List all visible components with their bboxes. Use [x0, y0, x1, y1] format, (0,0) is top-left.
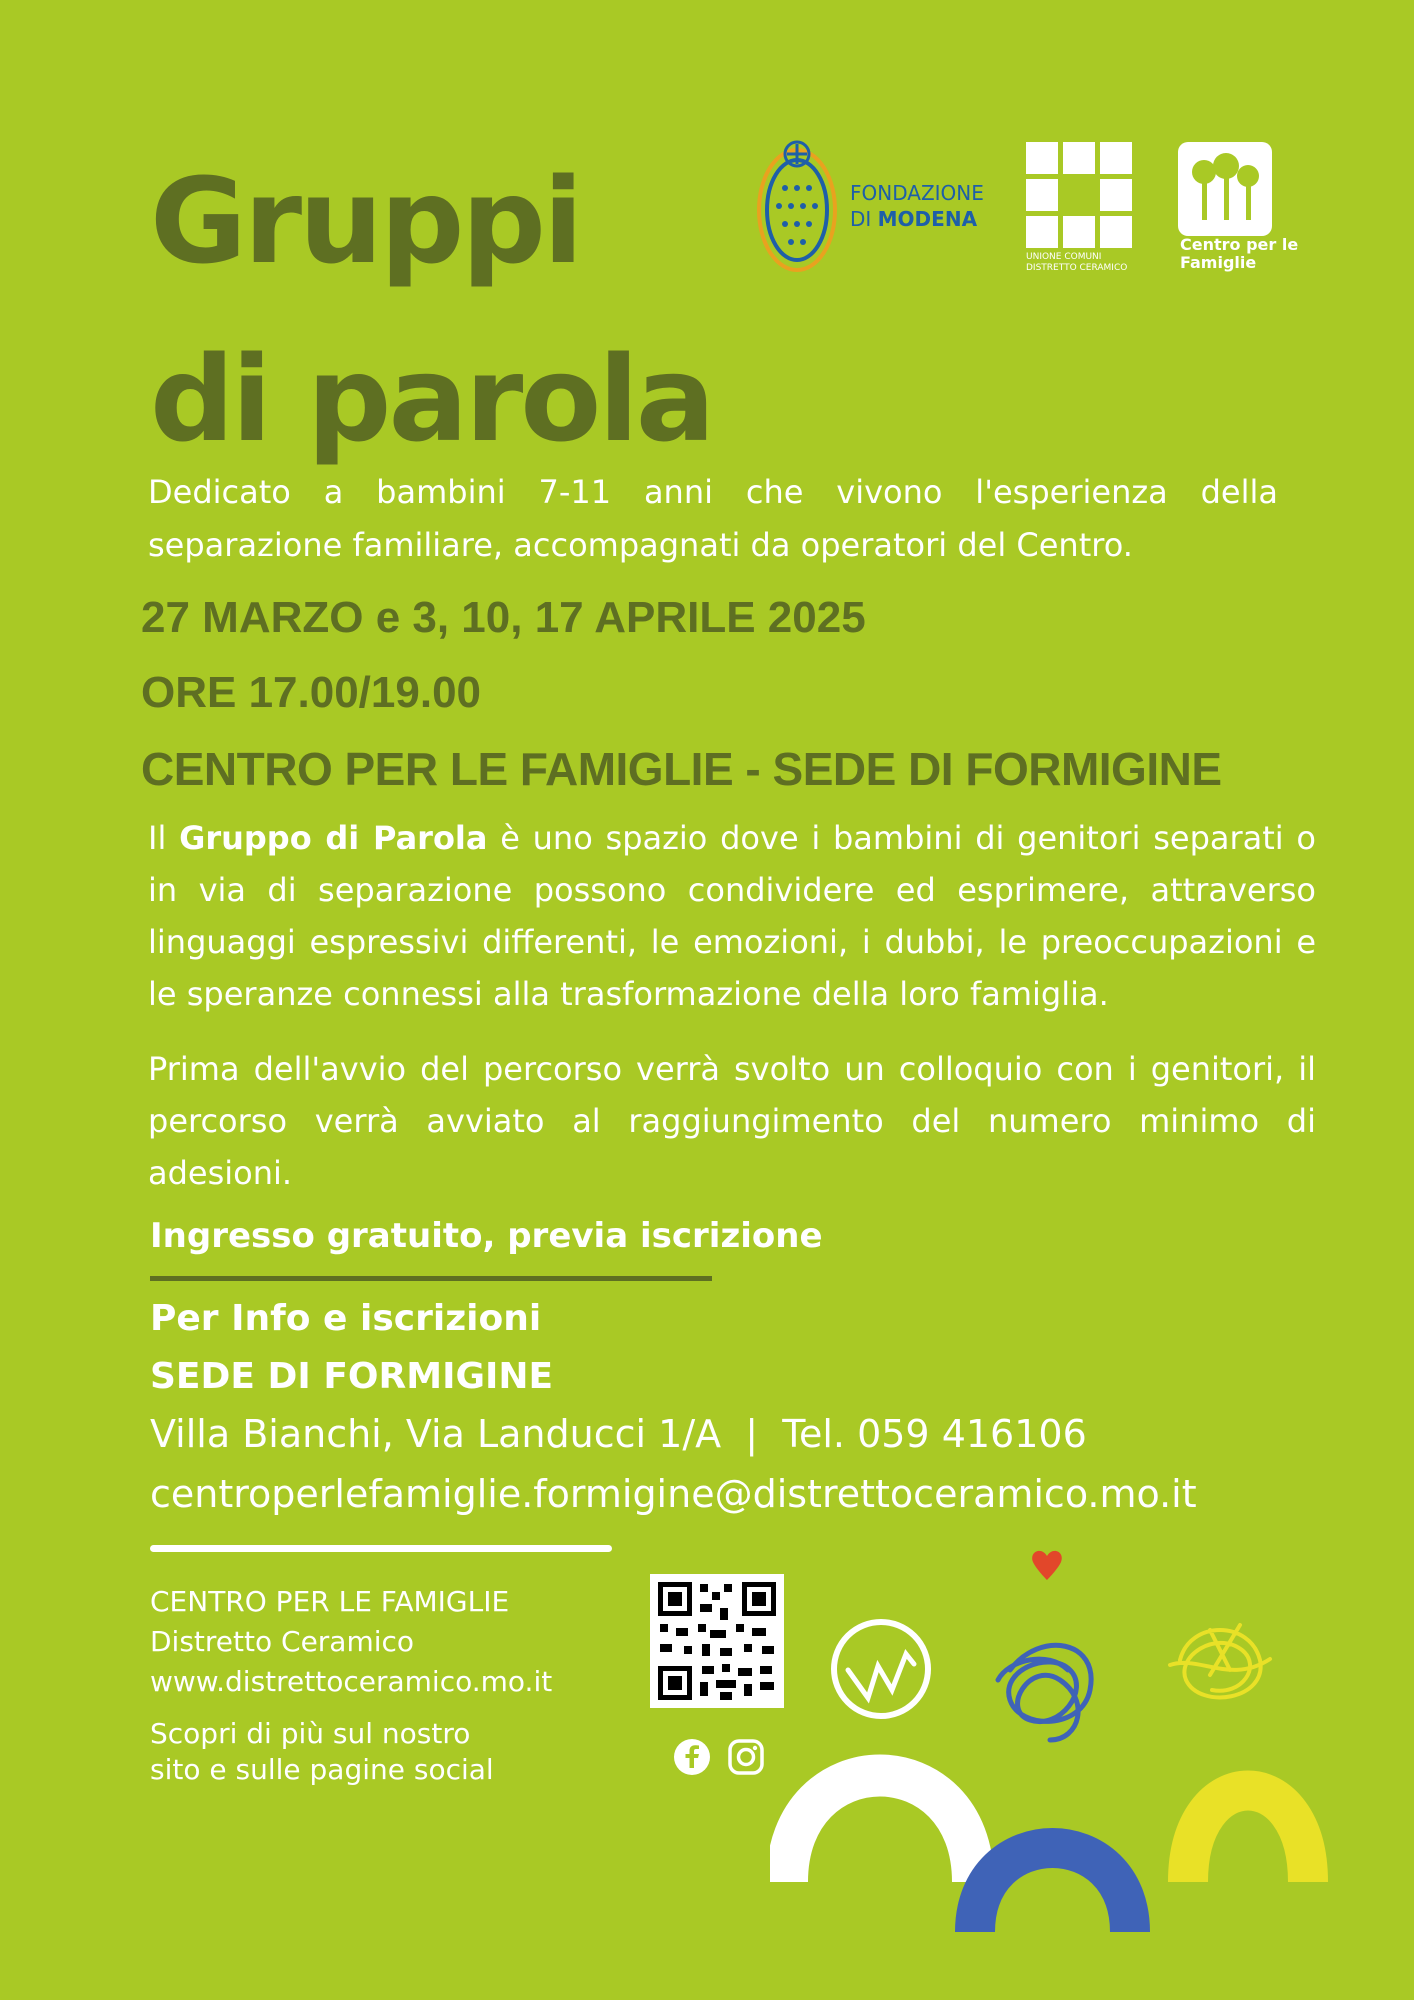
centro-line2: Famiglie — [1180, 253, 1257, 272]
note-paragraph: Prima dell'avvio del percorso verrà svolto un colloquio con i genitori, il percorso verrà avviato al raggiungimento del numero minimo di adesioni. — [148, 1050, 1316, 1192]
email-link[interactable]: centroperlefamiglie.formigine@distrettoceramico.mo.it — [150, 1472, 1197, 1516]
unione-line1: UNIONE COMUNI — [1026, 252, 1102, 262]
footer-district: Distretto Ceramico — [150, 1625, 415, 1658]
fondazione-line1: FONDAZIONE — [850, 181, 984, 205]
centro-famiglie-text — [1180, 236, 1298, 272]
centro-famiglie-logo — [1178, 142, 1272, 236]
facebook-icon[interactable] — [673, 1738, 711, 1776]
fondazione-line2-prefix: DI — [850, 207, 878, 231]
info-label: Per Info e iscrizioni — [150, 1298, 542, 1339]
entry-note: Ingresso gratuito, previa iscrizione — [150, 1216, 823, 1256]
unione-comuni-logo — [1026, 142, 1132, 248]
divider-white — [150, 1545, 612, 1552]
decorative-illustration — [770, 1530, 1330, 1940]
event-hours: ORE 17.00/19.00 — [141, 668, 482, 717]
footer-website[interactable]: www.distrettoceramico.mo.it — [150, 1665, 553, 1698]
fondazione-modena-text — [850, 180, 984, 232]
page-title-line1: Gruppi — [150, 152, 581, 290]
divider-olive — [150, 1276, 712, 1281]
page-title-line2: di parola — [150, 330, 713, 468]
footer-name: CENTRO PER LE FAMIGLIE — [150, 1585, 510, 1618]
fondazione-modena-logo — [755, 118, 845, 278]
fondazione-line2-bold: MODENA — [877, 207, 978, 231]
description-paragraph — [148, 812, 1316, 1020]
office-name: SEDE DI FORMIGINE — [150, 1356, 554, 1397]
event-place: CENTRO PER LE FAMIGLIE - SEDE DI FORMIGINE — [141, 743, 1222, 795]
centro-line1: Centro per le — [1180, 235, 1299, 254]
footer-discover — [150, 1716, 494, 1788]
intro-text: Dedicato a bambini 7-11 anni che vivono l'esperienza della separazione familiare, accompagnati da operatori del Centro. — [148, 473, 1278, 564]
para-rest: è uno spazio dove i bambini di genitori separati o in via di separazione possono condividere ed esprimere, attraverso linguaggi espressivi differenti, le emozioni, i dubbi, le preoccupazioni e le speranze connessi alla trasformazione della loro famiglia. — [148, 819, 1316, 1013]
para-bold: Gruppo di Parola — [179, 819, 488, 857]
unione-comuni-text — [1026, 252, 1127, 274]
discover-line2: sito e sulle pagine social — [150, 1753, 494, 1786]
unione-line2: DISTRETTO CERAMICO — [1026, 263, 1128, 273]
address-phone: Villa Bianchi, Via Landucci 1/A | Tel. 059 416106 — [150, 1412, 1087, 1456]
para-prefix: Il — [148, 819, 180, 857]
discover-line1: Scopri di più sul nostro — [150, 1717, 471, 1750]
event-dates: 27 MARZO e 3, 10, 17 APRILE 2025 — [141, 593, 866, 642]
qr-code[interactable] — [650, 1574, 784, 1708]
instagram-icon[interactable] — [727, 1738, 765, 1776]
